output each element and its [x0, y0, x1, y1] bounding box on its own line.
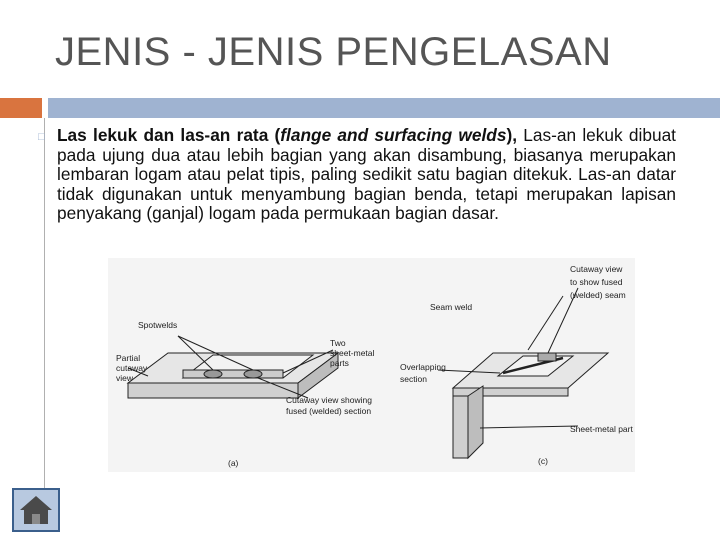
bullet-icon: □: [38, 131, 45, 143]
accent-bar-orange: [0, 98, 42, 118]
label-partial-3: view: [116, 373, 134, 383]
label-overlapping-1: Overlapping: [400, 362, 446, 372]
label-seam-weld: Seam weld: [430, 302, 473, 312]
welding-figure: [108, 258, 635, 472]
label-cutaway-2: fused (welded) section: [286, 406, 372, 416]
bold-lead: Las lekuk dan las-an rata (: [57, 125, 281, 145]
label-two-2: sheet-metal: [330, 348, 375, 358]
home-button[interactable]: [12, 488, 60, 532]
label-cutaway-view-2: to show fused: [570, 277, 623, 287]
caption-a: (a): [228, 458, 239, 468]
label-overlapping-2: section: [400, 374, 427, 384]
label-cutaway-view-3: (welded) seam: [570, 290, 626, 300]
slide-title: JENIS - JENIS PENGELASAN: [55, 30, 612, 74]
divider-line: [44, 118, 45, 528]
bold-italic-term: flange and surfacing welds: [280, 125, 507, 145]
label-cutaway-1: Cutaway view showing: [286, 395, 372, 405]
home-icon: [14, 490, 58, 530]
bold-close: ),: [506, 125, 517, 145]
label-partial-1: Partial: [116, 353, 141, 363]
label-cutaway-view-1: Cutaway view: [570, 264, 623, 274]
label-two-3: parts: [330, 358, 349, 368]
accent-bar-blue: [48, 98, 720, 118]
label-sheet-metal-part: Sheet-metal part: [570, 424, 633, 434]
body-paragraph: [57, 126, 676, 224]
label-spotwelds: Spotwelds: [138, 320, 178, 330]
paragraph-rest: Las-an lekuk dibuat pada ujung dua atau lebih bagian yang akan disambung, biasanya merupakan lembaran logam atau pelat tipis, paling sedikit satu bagian ditekuk. Las-an datar tidak digunakan untuk menyambung bagian benda, tetapi merupakan lapisan penyakang (ganjal) logam pada permukaan bagian dasar.: [57, 125, 676, 224]
caption-c: (c): [538, 456, 548, 466]
label-two-1: Two: [330, 338, 346, 348]
label-partial-2: cutaway: [116, 363, 148, 373]
